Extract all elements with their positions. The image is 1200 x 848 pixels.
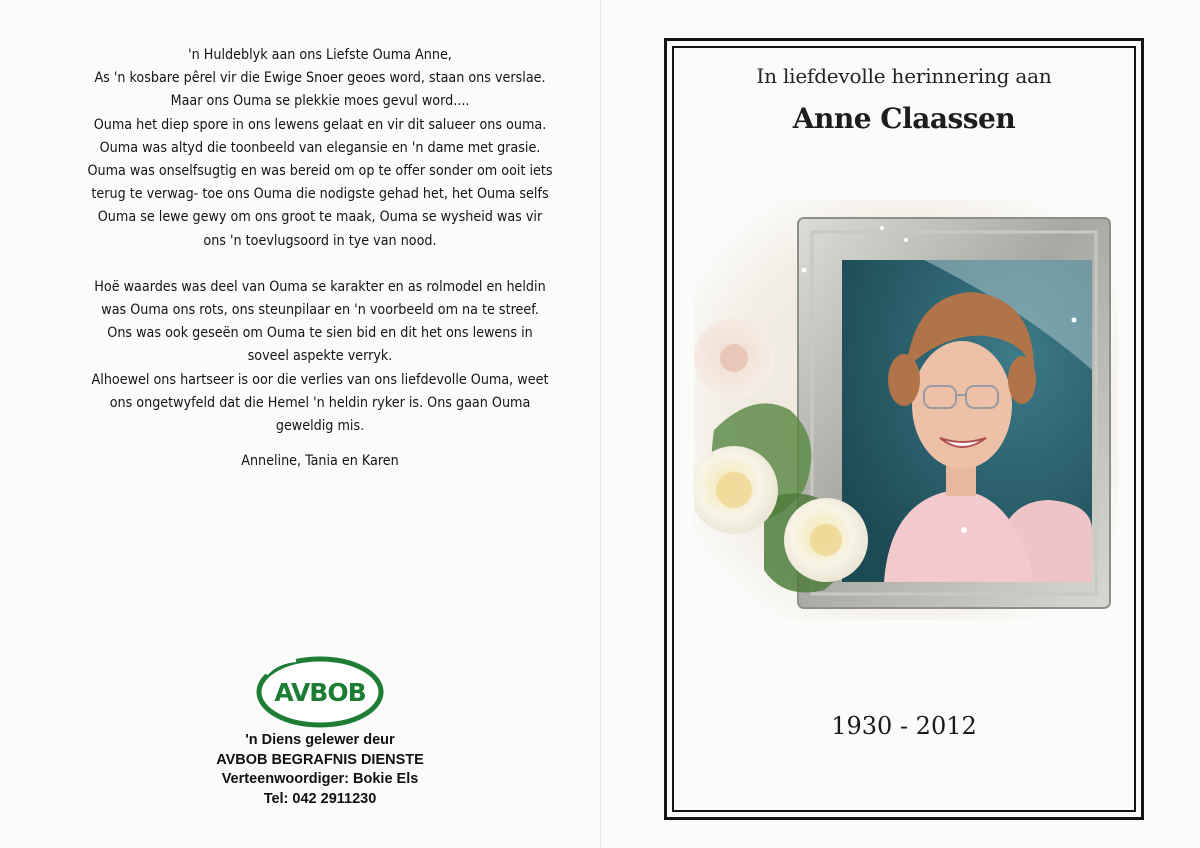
tribute-signature: Anneline, Tania en Karen: [241, 453, 399, 470]
avbob-logo: [256, 656, 384, 728]
tribute-line: geweldig mis.: [275, 418, 365, 435]
life-years: 1930 - 2012: [831, 712, 977, 740]
service-company: AVBOB BEGRAFNIS DIENSTE: [216, 751, 424, 768]
tribute-line: terug te verwag- toe ons Ouma die nodigste gehad het, het Ouma selfs: [91, 186, 549, 203]
avbob-logo-text: AVBOB: [274, 678, 366, 707]
tribute-line: 'n Huldeblyk aan ons Liefste Ouma Anne,: [188, 47, 452, 63]
service-representative: Verteenwoordiger: Bokie Els: [221, 771, 419, 787]
deceased-name: Anne Claassen: [792, 102, 1016, 135]
funeral-service-info: [160, 731, 480, 809]
tribute-line: Ouma was altyd die toonbeeld van elegansie en 'n dame met grasie.: [99, 139, 541, 156]
memorial-photo: [694, 200, 1118, 620]
service-phone: Tel: 042 2911230: [263, 790, 377, 807]
tribute-line: Alhoewel ons hartseer is oor die verlies van ons liefdevolle Ouma, weet: [91, 371, 549, 388]
memorial-intro: In liefdevolle herinnering aan: [756, 64, 1052, 88]
tribute-line: Ouma was onselfsugtig en was bereid om op te offer sonder om ooit iets: [87, 163, 553, 180]
tribute-line: As 'n kosbare pêrel vir die Ewige Snoer geoes word, staan ons verslae.: [94, 70, 546, 87]
service-provided-by: 'n Diens gelewer deur: [245, 732, 395, 748]
tribute-line: Ouma het diep spore in ons lewens gelaat en vir dit salueer ons ouma.: [93, 116, 547, 133]
tribute-line: ons 'n toevlugsoord in tye van nood.: [203, 232, 437, 249]
tribute-text: [60, 44, 580, 473]
tribute-line: soveel aspekte verryk.: [247, 348, 393, 365]
tribute-line: Hoë waardes was deel van Ouma se karakter en as rolmodel en heldin: [94, 278, 546, 295]
tribute-line: Maar ons Ouma se plekkie moes gevul word....: [170, 93, 470, 110]
tribute-line: ons ongetwyfeld dat die Hemel 'n heldin ryker is. Ons gaan Ouma: [109, 394, 531, 411]
tribute-line: Ons was ook geseën om Ouma te sien bid en dit het ons lewens in: [107, 325, 533, 342]
tribute-line: was Ouma ons rots, ons steunpilaar en 'n voorbeeld om na te streef.: [101, 302, 539, 319]
tribute-line: Ouma se lewe gewy om ons groot te maak, Ouma se wysheid was vir: [97, 209, 543, 226]
